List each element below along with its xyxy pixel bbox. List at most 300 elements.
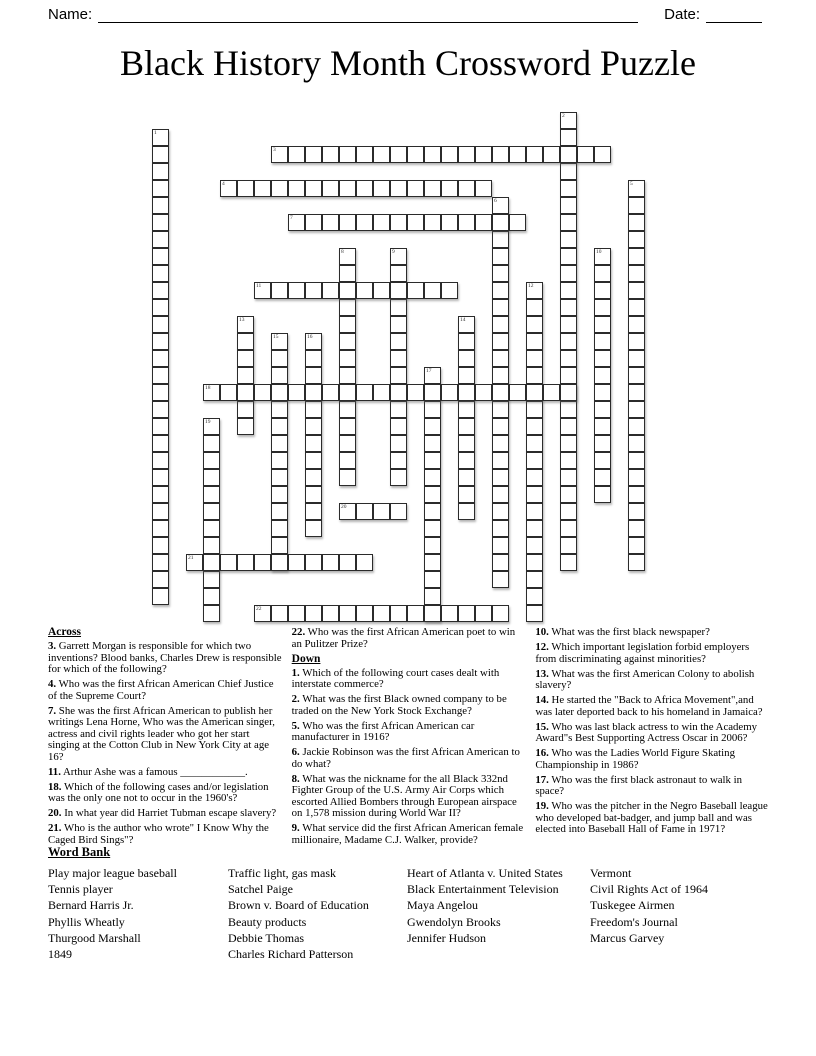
grid-cell[interactable] [356, 282, 373, 299]
grid-cell[interactable] [560, 129, 577, 146]
grid-cell[interactable] [628, 333, 645, 350]
grid-cell[interactable] [424, 605, 441, 622]
grid-cell[interactable] [288, 384, 305, 401]
grid-cell[interactable] [492, 571, 509, 588]
grid-cell[interactable] [526, 503, 543, 520]
grid-cell[interactable] [458, 452, 475, 469]
grid-cell[interactable] [203, 571, 220, 588]
grid-cell[interactable] [492, 520, 509, 537]
grid-cell[interactable] [628, 214, 645, 231]
grid-cell[interactable] [526, 605, 543, 622]
grid-cell[interactable] [220, 180, 237, 197]
grid-cell[interactable] [560, 384, 577, 401]
grid-cell[interactable] [594, 350, 611, 367]
grid-cell[interactable] [628, 384, 645, 401]
grid-cell[interactable] [390, 469, 407, 486]
grid-cell[interactable] [339, 350, 356, 367]
grid-cell[interactable] [628, 265, 645, 282]
grid-cell[interactable] [628, 231, 645, 248]
grid-cell[interactable] [560, 452, 577, 469]
grid-cell[interactable] [288, 554, 305, 571]
grid-cell[interactable] [424, 554, 441, 571]
grid-cell[interactable] [305, 503, 322, 520]
grid-cell[interactable] [288, 180, 305, 197]
grid-cell[interactable] [373, 146, 390, 163]
grid-cell[interactable] [594, 401, 611, 418]
grid-cell[interactable] [594, 469, 611, 486]
grid-cell[interactable] [373, 214, 390, 231]
grid-cell[interactable] [526, 367, 543, 384]
grid-cell[interactable] [271, 605, 288, 622]
grid-cell[interactable] [339, 503, 356, 520]
grid-cell[interactable] [373, 180, 390, 197]
grid-cell[interactable] [560, 333, 577, 350]
grid-cell[interactable] [509, 214, 526, 231]
grid-cell[interactable] [339, 418, 356, 435]
grid-cell[interactable] [628, 554, 645, 571]
grid-cell[interactable] [594, 316, 611, 333]
grid-cell[interactable] [237, 350, 254, 367]
grid-cell[interactable] [628, 401, 645, 418]
grid-cell[interactable] [594, 452, 611, 469]
grid-cell[interactable] [407, 146, 424, 163]
grid-cell[interactable] [526, 384, 543, 401]
grid-cell[interactable] [424, 282, 441, 299]
grid-cell[interactable] [305, 486, 322, 503]
grid-cell[interactable] [271, 146, 288, 163]
grid-cell[interactable] [152, 350, 169, 367]
grid-cell[interactable] [492, 469, 509, 486]
grid-cell[interactable] [407, 180, 424, 197]
grid-cell[interactable] [492, 214, 509, 231]
grid-cell[interactable] [271, 350, 288, 367]
grid-cell[interactable] [594, 486, 611, 503]
grid-cell[interactable] [152, 520, 169, 537]
grid-cell[interactable] [152, 197, 169, 214]
grid-cell[interactable] [424, 435, 441, 452]
grid-cell[interactable] [475, 214, 492, 231]
grid-cell[interactable] [271, 384, 288, 401]
grid-cell[interactable] [424, 401, 441, 418]
grid-cell[interactable] [458, 333, 475, 350]
grid-cell[interactable] [237, 384, 254, 401]
grid-cell[interactable] [271, 452, 288, 469]
grid-cell[interactable] [492, 537, 509, 554]
grid-cell[interactable] [628, 469, 645, 486]
grid-cell[interactable] [560, 503, 577, 520]
grid-cell[interactable] [492, 367, 509, 384]
grid-cell[interactable] [271, 333, 288, 350]
grid-cell[interactable] [475, 605, 492, 622]
grid-cell[interactable] [373, 605, 390, 622]
grid-cell[interactable] [152, 367, 169, 384]
grid-cell[interactable] [152, 537, 169, 554]
grid-cell[interactable] [492, 282, 509, 299]
grid-cell[interactable] [203, 418, 220, 435]
grid-cell[interactable] [356, 503, 373, 520]
grid-cell[interactable] [356, 146, 373, 163]
grid-cell[interactable] [152, 401, 169, 418]
grid-cell[interactable] [424, 537, 441, 554]
grid-cell[interactable] [628, 350, 645, 367]
grid-cell[interactable] [492, 486, 509, 503]
grid-cell[interactable] [152, 214, 169, 231]
grid-cell[interactable] [526, 469, 543, 486]
grid-cell[interactable] [441, 282, 458, 299]
grid-cell[interactable] [322, 214, 339, 231]
grid-cell[interactable] [526, 435, 543, 452]
grid-cell[interactable] [237, 554, 254, 571]
grid-cell[interactable] [288, 605, 305, 622]
grid-cell[interactable] [441, 146, 458, 163]
grid-cell[interactable] [424, 146, 441, 163]
grid-cell[interactable] [322, 146, 339, 163]
grid-cell[interactable] [152, 554, 169, 571]
grid-cell[interactable] [288, 214, 305, 231]
grid-cell[interactable] [203, 537, 220, 554]
grid-cell[interactable] [305, 214, 322, 231]
grid-cell[interactable] [458, 350, 475, 367]
grid-cell[interactable] [458, 146, 475, 163]
grid-cell[interactable] [305, 435, 322, 452]
grid-cell[interactable] [492, 350, 509, 367]
grid-cell[interactable] [152, 452, 169, 469]
grid-cell[interactable] [628, 299, 645, 316]
grid-cell[interactable] [526, 554, 543, 571]
grid-cell[interactable] [322, 605, 339, 622]
grid-cell[interactable] [560, 248, 577, 265]
grid-cell[interactable] [407, 384, 424, 401]
grid-cell[interactable] [628, 248, 645, 265]
grid-cell[interactable] [577, 146, 594, 163]
grid-cell[interactable] [560, 231, 577, 248]
grid-cell[interactable] [492, 248, 509, 265]
grid-cell[interactable] [594, 333, 611, 350]
grid-cell[interactable] [458, 486, 475, 503]
grid-cell[interactable] [560, 537, 577, 554]
grid-cell[interactable] [424, 520, 441, 537]
grid-cell[interactable] [424, 571, 441, 588]
grid-cell[interactable] [458, 384, 475, 401]
grid-cell[interactable] [373, 282, 390, 299]
grid-cell[interactable] [458, 435, 475, 452]
grid-cell[interactable] [288, 282, 305, 299]
grid-cell[interactable] [271, 418, 288, 435]
grid-cell[interactable] [441, 384, 458, 401]
grid-cell[interactable] [560, 197, 577, 214]
grid-cell[interactable] [560, 282, 577, 299]
grid-cell[interactable] [305, 401, 322, 418]
grid-cell[interactable] [492, 146, 509, 163]
grid-cell[interactable] [424, 469, 441, 486]
grid-cell[interactable] [628, 486, 645, 503]
grid-cell[interactable] [560, 469, 577, 486]
grid-cell[interactable] [560, 520, 577, 537]
grid-cell[interactable] [458, 605, 475, 622]
grid-cell[interactable] [339, 146, 356, 163]
grid-cell[interactable] [390, 180, 407, 197]
grid-cell[interactable] [424, 588, 441, 605]
grid-cell[interactable] [305, 180, 322, 197]
grid-cell[interactable] [560, 265, 577, 282]
grid-cell[interactable] [254, 554, 271, 571]
grid-cell[interactable] [526, 282, 543, 299]
grid-cell[interactable] [526, 520, 543, 537]
grid-cell[interactable] [526, 418, 543, 435]
grid-cell[interactable] [492, 197, 509, 214]
grid-cell[interactable] [526, 350, 543, 367]
grid-cell[interactable] [339, 282, 356, 299]
grid-cell[interactable] [441, 214, 458, 231]
grid-cell[interactable] [475, 146, 492, 163]
grid-cell[interactable] [560, 435, 577, 452]
grid-cell[interactable] [203, 520, 220, 537]
grid-cell[interactable] [543, 146, 560, 163]
grid-cell[interactable] [526, 537, 543, 554]
grid-cell[interactable] [152, 231, 169, 248]
grid-cell[interactable] [152, 588, 169, 605]
grid-cell[interactable] [339, 265, 356, 282]
grid-cell[interactable] [152, 163, 169, 180]
grid-cell[interactable] [458, 180, 475, 197]
grid-cell[interactable] [390, 384, 407, 401]
grid-cell[interactable] [152, 333, 169, 350]
grid-cell[interactable] [492, 401, 509, 418]
grid-cell[interactable] [237, 316, 254, 333]
grid-cell[interactable] [152, 248, 169, 265]
grid-cell[interactable] [271, 367, 288, 384]
grid-cell[interactable] [254, 605, 271, 622]
grid-cell[interactable] [628, 367, 645, 384]
grid-cell[interactable] [560, 163, 577, 180]
grid-cell[interactable] [390, 418, 407, 435]
grid-cell[interactable] [152, 418, 169, 435]
grid-cell[interactable] [203, 486, 220, 503]
grid-cell[interactable] [390, 605, 407, 622]
grid-cell[interactable] [152, 469, 169, 486]
grid-cell[interactable] [152, 146, 169, 163]
grid-cell[interactable] [237, 401, 254, 418]
grid-cell[interactable] [492, 316, 509, 333]
grid-cell[interactable] [339, 180, 356, 197]
grid-cell[interactable] [220, 554, 237, 571]
grid-cell[interactable] [271, 282, 288, 299]
grid-cell[interactable] [271, 503, 288, 520]
grid-cell[interactable] [305, 418, 322, 435]
grid-cell[interactable] [424, 503, 441, 520]
grid-cell[interactable] [356, 384, 373, 401]
grid-cell[interactable] [305, 333, 322, 350]
grid-cell[interactable] [560, 350, 577, 367]
grid-cell[interactable] [271, 435, 288, 452]
grid-cell[interactable] [509, 384, 526, 401]
grid-cell[interactable] [271, 537, 288, 554]
grid-cell[interactable] [288, 146, 305, 163]
grid-cell[interactable] [271, 486, 288, 503]
grid-cell[interactable] [152, 180, 169, 197]
grid-cell[interactable] [237, 418, 254, 435]
grid-cell[interactable] [492, 384, 509, 401]
grid-cell[interactable] [594, 248, 611, 265]
grid-cell[interactable] [390, 299, 407, 316]
grid-cell[interactable] [220, 384, 237, 401]
grid-cell[interactable] [339, 316, 356, 333]
grid-cell[interactable] [441, 180, 458, 197]
grid-cell[interactable] [356, 605, 373, 622]
grid-cell[interactable] [594, 367, 611, 384]
grid-cell[interactable] [152, 384, 169, 401]
grid-cell[interactable] [628, 197, 645, 214]
grid-cell[interactable] [339, 214, 356, 231]
grid-cell[interactable] [628, 418, 645, 435]
grid-cell[interactable] [271, 554, 288, 571]
grid-cell[interactable] [526, 588, 543, 605]
grid-cell[interactable] [594, 146, 611, 163]
grid-cell[interactable] [305, 520, 322, 537]
grid-cell[interactable] [339, 452, 356, 469]
grid-cell[interactable] [322, 384, 339, 401]
grid-cell[interactable] [390, 282, 407, 299]
grid-cell[interactable] [628, 316, 645, 333]
grid-cell[interactable] [237, 180, 254, 197]
grid-cell[interactable] [526, 401, 543, 418]
grid-cell[interactable] [526, 316, 543, 333]
grid-cell[interactable] [305, 452, 322, 469]
grid-cell[interactable] [152, 486, 169, 503]
grid-cell[interactable] [152, 316, 169, 333]
grid-cell[interactable] [305, 554, 322, 571]
grid-cell[interactable] [424, 367, 441, 384]
grid-cell[interactable] [271, 180, 288, 197]
grid-cell[interactable] [390, 350, 407, 367]
grid-cell[interactable] [560, 112, 577, 129]
grid-cell[interactable] [560, 486, 577, 503]
grid-cell[interactable] [305, 384, 322, 401]
grid-cell[interactable] [492, 452, 509, 469]
grid-cell[interactable] [407, 214, 424, 231]
grid-cell[interactable] [407, 605, 424, 622]
grid-cell[interactable] [152, 299, 169, 316]
grid-cell[interactable] [424, 452, 441, 469]
grid-cell[interactable] [305, 146, 322, 163]
grid-cell[interactable] [424, 180, 441, 197]
grid-cell[interactable] [560, 214, 577, 231]
grid-cell[interactable] [424, 418, 441, 435]
grid-cell[interactable] [390, 316, 407, 333]
grid-cell[interactable] [407, 282, 424, 299]
grid-cell[interactable] [186, 554, 203, 571]
grid-cell[interactable] [356, 180, 373, 197]
grid-cell[interactable] [305, 282, 322, 299]
grid-cell[interactable] [203, 384, 220, 401]
grid-cell[interactable] [152, 503, 169, 520]
grid-cell[interactable] [152, 265, 169, 282]
grid-cell[interactable] [203, 554, 220, 571]
grid-cell[interactable] [594, 265, 611, 282]
grid-cell[interactable] [492, 333, 509, 350]
grid-cell[interactable] [373, 503, 390, 520]
grid-cell[interactable] [458, 401, 475, 418]
grid-cell[interactable] [322, 180, 339, 197]
grid-cell[interactable] [458, 469, 475, 486]
grid-cell[interactable] [152, 129, 169, 146]
grid-cell[interactable] [526, 486, 543, 503]
grid-cell[interactable] [594, 384, 611, 401]
grid-cell[interactable] [339, 367, 356, 384]
grid-cell[interactable] [628, 180, 645, 197]
grid-cell[interactable] [254, 282, 271, 299]
grid-cell[interactable] [339, 435, 356, 452]
grid-cell[interactable] [492, 418, 509, 435]
grid-cell[interactable] [305, 367, 322, 384]
grid-cell[interactable] [424, 384, 441, 401]
grid-cell[interactable] [322, 282, 339, 299]
grid-cell[interactable] [628, 503, 645, 520]
grid-cell[interactable] [305, 469, 322, 486]
grid-cell[interactable] [560, 554, 577, 571]
grid-cell[interactable] [339, 605, 356, 622]
grid-cell[interactable] [628, 520, 645, 537]
grid-cell[interactable] [203, 469, 220, 486]
grid-cell[interactable] [203, 588, 220, 605]
grid-cell[interactable] [373, 384, 390, 401]
grid-cell[interactable] [594, 435, 611, 452]
grid-cell[interactable] [271, 469, 288, 486]
grid-cell[interactable] [424, 214, 441, 231]
grid-cell[interactable] [339, 554, 356, 571]
grid-cell[interactable] [356, 554, 373, 571]
grid-cell[interactable] [458, 503, 475, 520]
grid-cell[interactable] [526, 146, 543, 163]
grid-cell[interactable] [322, 554, 339, 571]
grid-cell[interactable] [339, 469, 356, 486]
grid-cell[interactable] [390, 248, 407, 265]
grid-cell[interactable] [390, 367, 407, 384]
grid-cell[interactable] [390, 265, 407, 282]
grid-cell[interactable] [305, 605, 322, 622]
grid-cell[interactable] [475, 180, 492, 197]
grid-cell[interactable] [254, 180, 271, 197]
grid-cell[interactable] [390, 503, 407, 520]
grid-cell[interactable] [271, 520, 288, 537]
grid-cell[interactable] [509, 146, 526, 163]
grid-cell[interactable] [390, 452, 407, 469]
grid-cell[interactable] [492, 435, 509, 452]
grid-cell[interactable] [305, 350, 322, 367]
grid-cell[interactable] [203, 503, 220, 520]
grid-cell[interactable] [594, 418, 611, 435]
grid-cell[interactable] [594, 282, 611, 299]
grid-cell[interactable] [203, 435, 220, 452]
grid-cell[interactable] [254, 384, 271, 401]
grid-cell[interactable] [339, 401, 356, 418]
grid-cell[interactable] [560, 316, 577, 333]
grid-cell[interactable] [560, 401, 577, 418]
grid-cell[interactable] [458, 367, 475, 384]
grid-cell[interactable] [560, 299, 577, 316]
grid-cell[interactable] [152, 282, 169, 299]
grid-cell[interactable] [203, 605, 220, 622]
grid-cell[interactable] [390, 214, 407, 231]
grid-cell[interactable] [339, 248, 356, 265]
grid-cell[interactable] [628, 282, 645, 299]
grid-cell[interactable] [356, 214, 373, 231]
grid-cell[interactable] [441, 605, 458, 622]
grid-cell[interactable] [458, 214, 475, 231]
grid-cell[interactable] [390, 333, 407, 350]
grid-cell[interactable] [424, 486, 441, 503]
grid-cell[interactable] [475, 384, 492, 401]
